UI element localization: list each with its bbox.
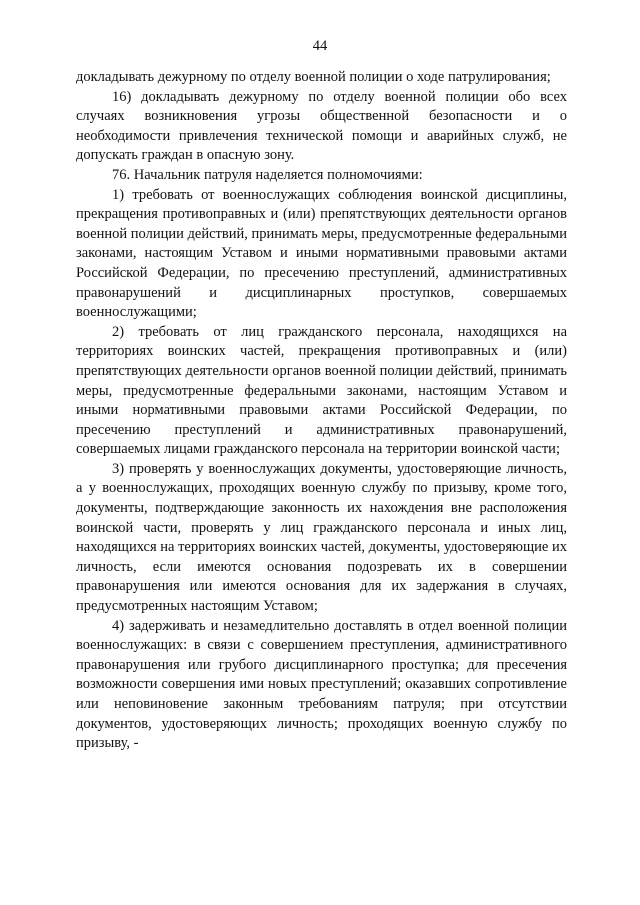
paragraph: 1) требовать от военнослужащих соблюдения воинской дисциплины, прекращения противоправных и (или) препятствующих деятельности органов военной полиции действий, принимать меры, предусмотренные федеральными законами, настоящим Уставом и иными нормативными правовыми актами Российской Федерации, по пресечению преступлений, административных правонарушений и дисциплинарных проступков, совершаемых военнослужащими; — [76, 186, 567, 321]
document-body — [76, 68, 567, 754]
paragraph: 2) требовать от лиц гражданского персонала, находящихся на территориях воинских частей, прекращения противоправных и (или) препятствующих деятельности органов военной полиции действий, принимать меры, предусмотренные федеральными законами, настоящим Уставом и иными нормативными правовыми актами Российской Федерации, по пресечению преступлений и административных правонарушений, совершаемых лицами гражданского персонала на территории воинской части; — [76, 323, 567, 458]
paragraph: 4) задерживать и незамедлительно доставлять в отдел военной полиции военнослужащих: в связи с совершением преступления, административного правонарушения или грубого дисциплинарного проступка; для пресечения возможности совершения ими новых преступлений; оказавших сопротивление или неповиновение законным требованиям патруля; при отсутствии документов, удостоверяющих личность; проходящих военную службу по призыву, - — [76, 617, 567, 752]
paragraph: докладывать дежурному по отделу военной полиции о ходе патрулирования; — [76, 69, 551, 85]
page-number: 44 — [312, 38, 328, 54]
paragraph: 76. Начальник патруля наделяется полномочиями: — [112, 166, 423, 183]
paragraph: 3) проверять у военнослужащих документы, удостоверяющие личность, а у военнослужащих, проходящих военную службу по призыву, кроме того, документы, подтверждающие законность их нахождения вне расположения воинской части, проверять у лиц гражданского персонала и иных лиц, находящихся на территориях воинских частей, документы, удостоверяющие их личность, если имеются основания подозревать их в совершении правонарушения или имеются основания для их задержания в случаях, предусмотренных настоящим Уставом; — [76, 460, 567, 615]
paragraph: 16) докладывать дежурному по отделу военной полиции обо всех случаях возникновения угрозы общественной безопасности и о необходимости привлечения технической помощи и аварийных служб, не допускать граждан в опасную зону. — [76, 88, 567, 164]
